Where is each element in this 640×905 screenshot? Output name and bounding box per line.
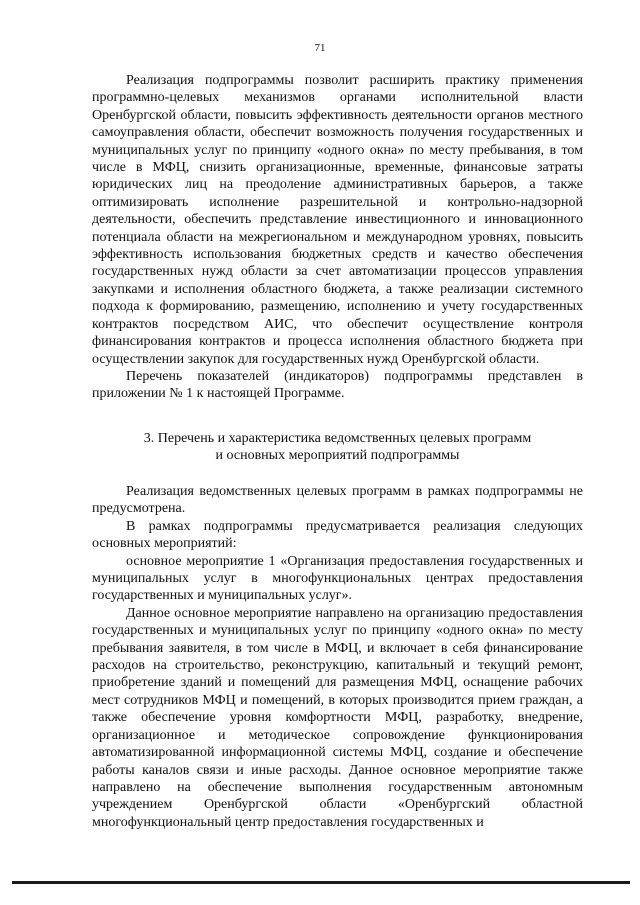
paragraph: Данное основное мероприятие направлено на организацию предоставления государственных и муниципальных услуг по принципу «одного окна» по месту пребывания заявителя, в том числе в МФЦ, и включает в себя финансирование расходов на строительство, реконструкцию, капитальный и текущий ремонт, приобретение зданий и помещений для размещения МФЦ, оснащение рабочих мест сотрудников МФЦ и помещений, в которых производится прием граждан, а также обеспечение уровня комфортности МФЦ, разработку, внедрение, организационное и методическое сопровождение функционирования автоматизированной информационной системы МФЦ, создание и обеспечение работы каналов связи и иные расходы. Данное основное мероприятие также направлено на обеспечение выполнения государственным автономным учреждением Оренбургской области «Оренбургский областной многофункциональный центр предоставления государственных и: [92, 605, 583, 830]
section-heading-line: 3. Перечень и характеристика ведомственных целевых программ: [143, 431, 532, 446]
bottom-rule: [12, 881, 630, 884]
paragraph: В рамках подпрограммы предусматривается реализация следующих основных мероприятий:: [92, 518, 583, 552]
paragraph: Реализация подпрограммы позволит расширить практику применения программно-целевых механизмов органами исполнительной власти Оренбургской области, повысить эффективность деятельности органов местного самоуправления области, обеспечит возможность получения государственных и муниципальных услуг по принципу «одного окна» по месту пребывания, в том числе в МФЦ, снизить организационные, временные, финансовые затраты юридических лиц на преодоление административных барьеров, а также оптимизировать исполнение разрешительной и контрольно-надзорной деятельности, обеспечить представление инвестиционного и инновационного потенциала области на межрегиональном и международном уровнях, повысить эффективность использования бюджетных средств и качество обеспечения государственных нужд области за счет автоматизации процессов управления закупками и исполнения областного бюджета, а также реализации системного подхода к формированию, размещению, исполнению и учету государственных контрактов посредством АИС, что обеспечит осуществление контроля финансирования контрактов и процесса исполнения областного бюджета при осуществлении закупок для государственных нужд Оренбургской области.: [92, 73, 583, 367]
paragraph: Перечень показателей (индикаторов) подпрограммы представлен в приложении № 1 к настоящей Программе.: [92, 368, 583, 402]
section-body: [92, 483, 583, 831]
page-number: 71: [314, 42, 326, 54]
paragraph: основное мероприятие 1 «Организация предоставления государственных и муниципальных услуг в многофункциональных центрах предоставления государственных и муниципальных услуг».: [92, 553, 583, 604]
paragraph: Реализация ведомственных целевых программ в рамках подпрограммы не предусмотрена.: [92, 484, 583, 517]
section-heading: [92, 430, 583, 465]
section-intro: [92, 72, 583, 403]
section-heading-line: и основных мероприятий подпрограммы: [215, 448, 460, 464]
